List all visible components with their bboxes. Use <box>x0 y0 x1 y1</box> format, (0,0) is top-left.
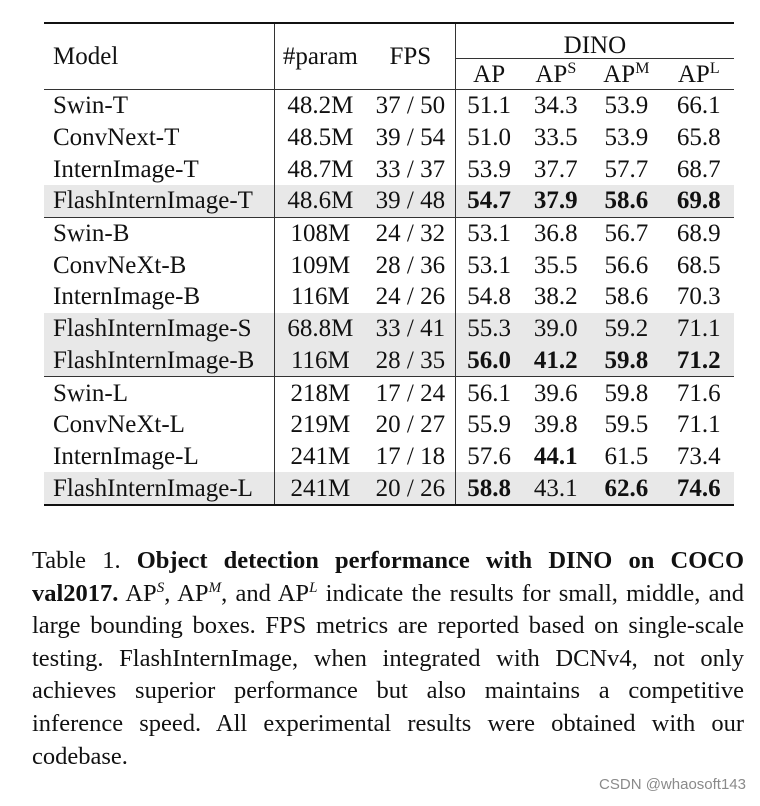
caption-ap-large-base: AP <box>277 579 310 607</box>
cell-ap-small: 36.8 <box>533 220 578 248</box>
cell-param: 116M <box>274 345 366 377</box>
cell-param: 48.7M <box>274 153 366 185</box>
cell-ap-small: 33.5 <box>533 124 578 152</box>
cell-fps: 39 / 54 <box>375 124 446 152</box>
table-row <box>44 377 734 409</box>
header-ap-medium-base: AP <box>603 60 636 88</box>
cell-ap-small: 43.1 <box>522 472 589 505</box>
cell-ap: 56.1 <box>455 377 522 409</box>
cell-param: 109M <box>274 249 366 281</box>
caption-ap-medium-sup: M <box>208 579 222 596</box>
cell-model: Swin-T <box>53 92 128 120</box>
cell-fps: 24 / 26 <box>375 283 446 311</box>
cell-ap-medium: 58.6 <box>604 283 649 311</box>
cell-ap-large: 71.2 <box>664 345 735 377</box>
cell-ap-small: 44.1 <box>533 442 578 470</box>
cell-ap-small: 34.3 <box>533 92 578 120</box>
cell-ap: 58.8 <box>455 472 522 505</box>
cell-fps: 37 / 50 <box>375 92 446 120</box>
header-ap-large <box>664 59 735 90</box>
cell-model: Swin-L <box>53 379 128 407</box>
cell-ap: 57.6 <box>455 441 522 473</box>
cell-param: 218M <box>274 377 366 409</box>
header-ap-medium-sup: M <box>635 59 650 77</box>
cell-param: 241M <box>274 472 366 505</box>
cell-fps: 17 / 18 <box>375 442 446 470</box>
cell-ap-medium: 61.5 <box>604 442 649 470</box>
caption-title: Object detection performance with DINO on COCO val2017. <box>32 547 745 607</box>
header-ap-large-base: AP <box>677 60 710 88</box>
cell-ap-large: 71.6 <box>676 379 721 407</box>
cell-param: 241M <box>274 441 366 473</box>
header-model: Model <box>53 43 119 70</box>
cell-fps: 20 / 27 <box>375 411 446 439</box>
cell-ap: 51.1 <box>455 90 522 122</box>
cell-ap-small: 38.2 <box>533 283 578 311</box>
caption-ap-large <box>278 580 318 607</box>
cell-ap-medium: 53.9 <box>604 124 649 152</box>
cell-ap-medium: 59.2 <box>589 313 663 345</box>
cell-param: 68.8M <box>274 313 366 345</box>
cell-ap-large: 73.4 <box>676 442 721 470</box>
cell-ap-medium: 56.7 <box>604 220 649 248</box>
cell-ap: 53.1 <box>455 249 522 281</box>
cell-ap-large: 69.8 <box>664 185 735 217</box>
cell-fps: 28 / 36 <box>375 251 446 279</box>
cell-ap-large: 71.1 <box>664 313 735 345</box>
cell-ap-medium: 59.8 <box>604 379 649 407</box>
cell-fps: 17 / 24 <box>375 379 446 407</box>
cell-ap-small: 39.0 <box>522 313 589 345</box>
cell-fps: 20 / 26 <box>366 472 455 505</box>
cell-ap-small: 37.9 <box>522 185 589 217</box>
cell-model: InternImage-T <box>53 155 199 183</box>
caption-ap-small <box>125 580 164 607</box>
cell-model: ConvNeXt-L <box>53 411 185 439</box>
header-ap-medium <box>589 59 663 90</box>
caption-sep-1: , <box>164 579 178 607</box>
cell-model: InternImage-L <box>53 442 199 470</box>
header-group-dino: DINO <box>455 23 734 59</box>
cell-model: FlashInternImage-B <box>44 345 274 377</box>
cell-ap-medium: 59.8 <box>589 345 663 377</box>
cell-ap-medium: 62.6 <box>589 472 663 505</box>
cell-ap: 53.9 <box>455 153 522 185</box>
caption-label: Table 1. <box>32 547 121 574</box>
table-row-highlighted <box>44 472 734 505</box>
cell-param: 116M <box>274 281 366 313</box>
cell-fps: 33 / 37 <box>375 155 446 183</box>
cell-ap-large: 70.3 <box>676 283 721 311</box>
caption-ap-medium-base: AP <box>177 579 209 607</box>
table-caption <box>32 545 744 773</box>
cell-ap: 51.0 <box>455 122 522 154</box>
cell-model: ConvNext-T <box>53 124 180 152</box>
caption-ap-small-sup: S <box>156 579 165 596</box>
watermark: CSDN @whaosoft143 <box>599 776 746 793</box>
cell-param: 48.6M <box>274 185 366 217</box>
cell-ap: 54.7 <box>455 185 522 217</box>
header-ap-small <box>522 59 589 90</box>
header-ap-small-base: AP <box>535 60 568 88</box>
cell-fps: 24 / 32 <box>375 220 446 248</box>
caption-sep-2: , and <box>221 579 278 607</box>
cell-ap-large: 65.8 <box>676 124 721 152</box>
cell-model: Swin-B <box>53 220 130 248</box>
caption-ap-large-sup: L <box>309 579 318 596</box>
cell-ap-small: 39.6 <box>533 379 578 407</box>
cell-model: FlashInternImage-S <box>44 313 274 345</box>
cell-ap-large: 68.5 <box>676 251 721 279</box>
cell-fps: 28 / 35 <box>366 345 455 377</box>
table-row-highlighted <box>44 345 734 377</box>
cell-model: FlashInternImage-L <box>44 472 274 505</box>
cell-param: 219M <box>274 409 366 441</box>
cell-ap: 53.1 <box>455 217 522 249</box>
table-row <box>44 90 734 122</box>
results-table <box>44 22 734 506</box>
table-row <box>44 249 734 281</box>
header-ap: AP <box>455 59 522 90</box>
cell-ap-small: 37.7 <box>533 155 578 183</box>
cell-ap-small: 35.5 <box>533 251 578 279</box>
table-row <box>44 217 734 249</box>
cell-ap-medium: 57.7 <box>604 155 649 183</box>
table-row <box>44 153 734 185</box>
cell-fps: 39 / 48 <box>366 185 455 217</box>
cell-ap-small: 41.2 <box>522 345 589 377</box>
cell-fps: 33 / 41 <box>366 313 455 345</box>
header-ap-small-sup: S <box>567 59 577 77</box>
table-row <box>44 122 734 154</box>
table-row-highlighted <box>44 185 734 217</box>
cell-ap: 54.8 <box>455 281 522 313</box>
table-row-highlighted <box>44 313 734 345</box>
cell-ap-large: 71.1 <box>676 411 721 439</box>
cell-ap: 55.3 <box>455 313 522 345</box>
cell-model: ConvNeXt-B <box>53 251 187 279</box>
cell-param: 48.2M <box>274 90 366 122</box>
cell-model: InternImage-B <box>53 283 201 311</box>
header-fps: FPS <box>389 43 432 70</box>
cell-ap-large: 66.1 <box>676 92 721 120</box>
caption-body: indicate the results for small, middle, and large bounding boxes. FPS metrics are reported based on single-scale testing. FlashInternImage, when integrated with DCNv4, not only achieves superior performance but also maintains a competitive inference speed. All experimental results were obtained with our codebase. <box>32 579 744 770</box>
cell-ap-medium: 56.6 <box>604 251 649 279</box>
cell-ap-large: 68.7 <box>676 155 721 183</box>
table-row <box>44 441 734 473</box>
cell-ap-small: 39.8 <box>533 411 578 439</box>
results-table-container <box>44 22 734 506</box>
cell-ap-medium: 53.9 <box>604 92 649 120</box>
header-param: #param <box>274 23 366 90</box>
cell-ap: 55.9 <box>455 409 522 441</box>
caption-ap-medium <box>177 580 221 607</box>
cell-ap-large: 68.9 <box>676 220 721 248</box>
cell-ap-large: 74.6 <box>664 472 735 505</box>
cell-ap: 56.0 <box>455 345 522 377</box>
caption-ap-small-base: AP <box>125 579 157 607</box>
cell-param: 48.5M <box>274 122 366 154</box>
table-row <box>44 281 734 313</box>
cell-model: FlashInternImage-T <box>44 185 274 217</box>
cell-ap-medium: 59.5 <box>604 411 649 439</box>
table-row <box>44 409 734 441</box>
cell-param: 108M <box>274 217 366 249</box>
cell-ap-medium: 58.6 <box>589 185 663 217</box>
header-ap-large-sup: L <box>709 59 720 77</box>
